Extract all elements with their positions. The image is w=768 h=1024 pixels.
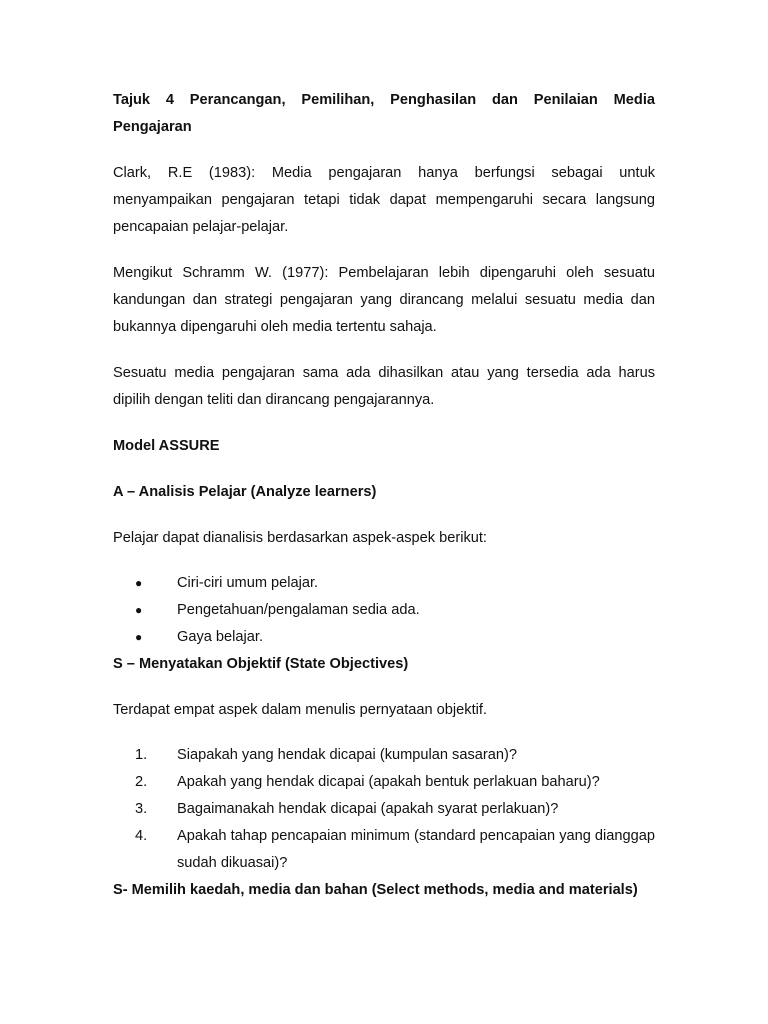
document-body: [113, 87, 655, 923]
bullet-icon: ●: [135, 630, 143, 644]
section-s-heading: S – Menyatakan Objektif (State Objectives): [113, 656, 409, 672]
model-heading: Model ASSURE: [113, 438, 220, 454]
section-a-bullet-list: [113, 570, 655, 651]
bullet-icon: ●: [135, 576, 143, 590]
list-number: 2.: [135, 774, 148, 790]
list-number: 3.: [135, 801, 148, 817]
list-item-text: Ciri-ciri umum pelajar.: [177, 575, 319, 591]
paragraph-sesuatu: Sesuatu media pengajaran sama ada dihasilkan atau yang tersedia ada harus dipilih dengan teliti dan dirancang pengajarannya.: [113, 365, 655, 408]
list-number: 4.: [135, 828, 148, 844]
list-item: [113, 570, 655, 597]
list-item-text: Apakah yang hendak dicapai (apakah bentuk perlakuan baharu)?: [177, 774, 600, 790]
document-title: Tajuk 4 Perancangan, Pemilihan, Penghasilan dan Penilaian Media Pengajaran: [113, 92, 655, 135]
list-item-text: Gaya belajar.: [177, 629, 263, 645]
list-item-text: Bagaimanakah hendak dicapai (apakah syarat perlakuan)?: [177, 801, 559, 817]
list-item: [113, 597, 655, 624]
list-item: [113, 742, 655, 769]
section-s2-heading: S- Memilih kaedah, media dan bahan (Select methods, media and materials): [113, 882, 638, 898]
section-s-numbered-list: [113, 742, 655, 877]
list-item-text: Siapakah yang hendak dicapai (kumpulan sasaran)?: [177, 747, 517, 763]
list-item: [113, 769, 655, 796]
list-item: [113, 796, 655, 823]
section-s-intro: Terdapat empat aspek dalam menulis pernyataan objektif.: [113, 702, 487, 718]
list-item: [113, 823, 655, 877]
list-number: 1.: [135, 747, 148, 763]
list-item-text: Pengetahuan/pengalaman sedia ada.: [177, 602, 420, 618]
section-a-intro: Pelajar dapat dianalisis berdasarkan aspek-aspek berikut:: [113, 530, 487, 546]
section-a-heading: A – Analisis Pelajar (Analyze learners): [113, 484, 377, 500]
paragraph-clark: Clark, R.E (1983): Media pengajaran hanya berfungsi sebagai untuk menyampaikan pengajaran tetapi tidak dapat mempengaruhi secara langsung pencapaian pelajar-pelajar.: [113, 165, 655, 235]
list-item-text: Apakah tahap pencapaian minimum (standard pencapaian yang dianggap sudah dikuasai)?: [177, 828, 655, 871]
list-item: [113, 624, 655, 651]
bullet-icon: ●: [135, 603, 143, 617]
paragraph-schramm: Mengikut Schramm W. (1977): Pembelajaran lebih dipengaruhi oleh sesuatu kandungan dan strategi pengajaran yang dirancang melalui sesuatu media dan bukannya dipengaruhi oleh media tertentu sahaja.: [113, 265, 655, 335]
